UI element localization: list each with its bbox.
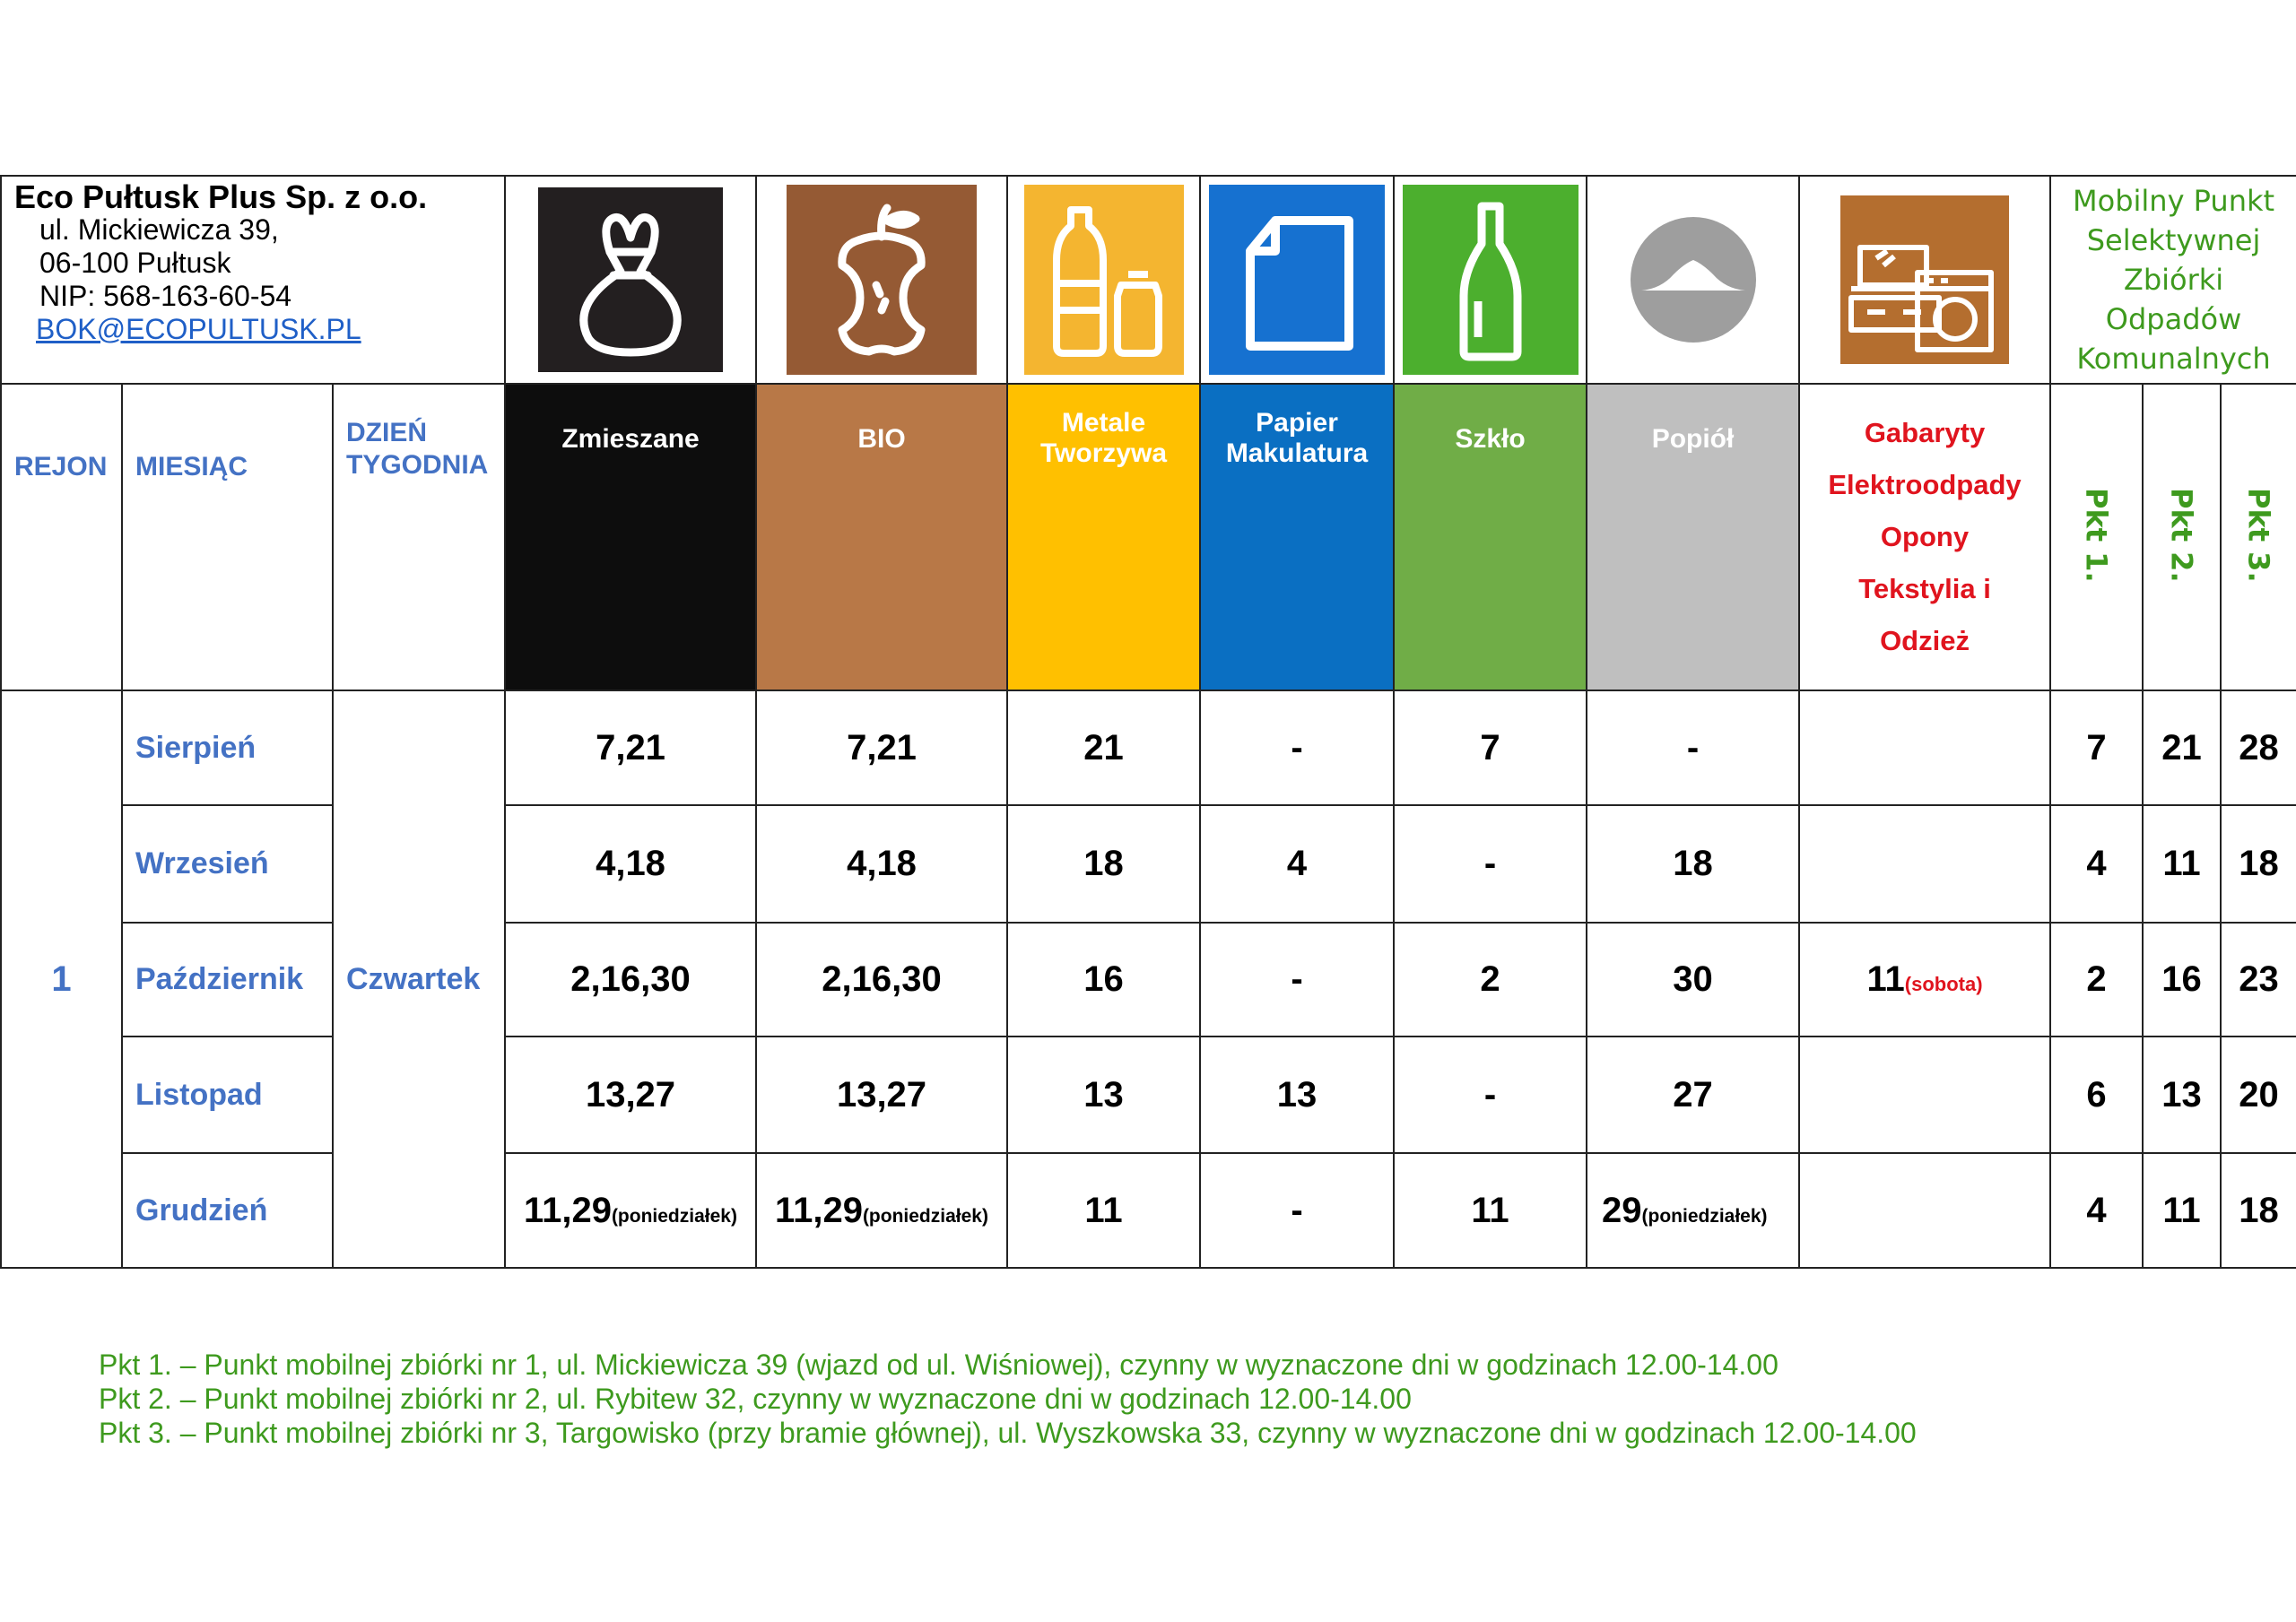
pkt1-cell: 7: [2050, 690, 2143, 805]
month-cell: Listopad: [122, 1037, 333, 1153]
header-dzien-line: DZIEŃ: [346, 418, 427, 447]
header-pkt3-label: Pkt 3.: [2241, 487, 2276, 583]
ash-pile-icon: [1629, 215, 1758, 344]
header-pkt2: [2143, 384, 2221, 690]
header-pkt1: [2050, 384, 2143, 690]
header-metale-label: Tworzywa: [1039, 438, 1168, 468]
header-zmieszane: [505, 384, 756, 690]
company-nip: NIP: 568-163-60-54: [39, 280, 292, 312]
header-gabaryty-line: Elektroodpady: [1828, 469, 2022, 500]
gabaryty-cell: [1799, 1037, 2050, 1153]
bio-cell: 4,18: [756, 805, 1007, 923]
pkt3-cell: 18: [2221, 1153, 2296, 1268]
metale-cell: 18: [1007, 805, 1200, 923]
pkt2-cell: 13: [2143, 1037, 2221, 1153]
header-rejon: REJON: [1, 384, 122, 690]
company-email-link[interactable]: BOK@ECOPULTUSK.PL: [36, 313, 361, 345]
header-papier: [1200, 384, 1394, 690]
popiol-cell: -: [1587, 690, 1799, 805]
szklo-cell: 11: [1394, 1153, 1587, 1268]
month-cell: Październik: [122, 923, 333, 1037]
header-pkt3: [2221, 384, 2296, 690]
pkt1-cell: 2: [2050, 923, 2143, 1037]
month-cell: Wrzesień: [122, 805, 333, 923]
popiol-cell: [1587, 1153, 1799, 1268]
szklo-cell: -: [1394, 805, 1587, 923]
trash-bag-icon: [538, 187, 723, 372]
zmieszane-icon-cell: [505, 176, 756, 384]
gabaryty-icon-cell: [1799, 176, 2050, 384]
header-popiol-label: Popiół: [1651, 424, 1735, 454]
zmieszane-cell: 7,21: [505, 690, 756, 805]
note-line: Pkt 1. – Punkt mobilnej zbiórki nr 1, ul. Mickiewicza 39 (wjazd od ul. Wiśniowej), czynny w wyznaczone dni w godzinach 12.00-14.00: [99, 1349, 1779, 1381]
paper-sheet-icon: [1209, 185, 1385, 375]
papier-cell: -: [1200, 923, 1394, 1037]
mobile-point-line: Selektywnej: [2086, 223, 2261, 257]
bio-cell: 2,16,30: [756, 923, 1007, 1037]
mobile-point-line: Zbiórki: [2123, 263, 2224, 297]
company-name: Eco Pułtusk Plus Sp. z o.o.: [14, 178, 428, 215]
mobile-point-title: [2050, 176, 2296, 384]
collection-schedule-table: [0, 175, 2296, 1269]
papier-cell: 4: [1200, 805, 1394, 923]
pkt3-cell: 23: [2221, 923, 2296, 1037]
zmieszane-cell: [505, 1153, 756, 1268]
note-line: Pkt 2. – Punkt mobilnej zbiórki nr 2, ul. Rybitew 32, czynny w wyznaczone dni w godzinach 12.00-14.00: [99, 1383, 1412, 1415]
pkt3-cell: 20: [2221, 1037, 2296, 1153]
pkt2-cell: 16: [2143, 923, 2221, 1037]
zmieszane-cell: 13,27: [505, 1037, 756, 1153]
bio-cell: 13,27: [756, 1037, 1007, 1153]
apple-core-icon: [787, 185, 977, 375]
papier-cell: -: [1200, 690, 1394, 805]
header-popiol: [1587, 384, 1799, 690]
header-gabaryty: [1799, 384, 2050, 690]
pkt2-cell: 11: [2143, 805, 2221, 923]
plastic-bottle-can-icon: [1024, 185, 1184, 375]
header-gabaryty-line: Opony: [1880, 521, 1970, 552]
popiol-note: (poniedziałek): [1641, 1205, 1768, 1227]
szklo-cell: 7: [1394, 690, 1587, 805]
header-papier-label: Papier: [1256, 408, 1338, 438]
metale-cell: 13: [1007, 1037, 1200, 1153]
gabaryty-date: 11: [1866, 959, 1905, 999]
popiol-icon-cell: [1587, 176, 1799, 384]
pickup-point-notes: [99, 1348, 1917, 1450]
mobile-point-line: Komunalnych: [2076, 342, 2271, 376]
pkt1-cell: 6: [2050, 1037, 2143, 1153]
szklo-icon-cell: [1394, 176, 1587, 384]
bio-cell: [756, 1153, 1007, 1268]
header-pkt1-label: Pkt 1.: [2079, 487, 2114, 583]
szklo-cell: 2: [1394, 923, 1587, 1037]
header-zmieszane-label: Zmieszane: [561, 424, 700, 454]
table-row: [1, 690, 2296, 805]
day-of-week-cell: Czwartek: [333, 690, 505, 1268]
header-metale: [1007, 384, 1200, 690]
zmieszane-cell: 4,18: [505, 805, 756, 923]
bio-icon-cell: [756, 176, 1007, 384]
company-street: ul. Mickiewicza 39,: [39, 213, 279, 246]
header-dzien-tygodnia: [333, 384, 505, 690]
popiol-date: 29: [1602, 1190, 1642, 1230]
pkt1-cell: 4: [2050, 1153, 2143, 1268]
gabaryty-cell: [1799, 690, 2050, 805]
pkt2-cell: 11: [2143, 1153, 2221, 1268]
metale-icon-cell: [1007, 176, 1200, 384]
company-city: 06-100 Pułtusk: [39, 247, 231, 279]
zmieszane-date: 11,29: [524, 1190, 612, 1230]
furniture-washing-machine-icon: [1840, 195, 2009, 364]
papier-icon-cell: [1200, 176, 1394, 384]
papier-cell: -: [1200, 1153, 1394, 1268]
month-cell: Grudzień: [122, 1153, 333, 1268]
glass-bottle-icon: [1403, 185, 1578, 375]
company-info: [1, 176, 505, 384]
header-szklo: [1394, 384, 1587, 690]
header-gabaryty-line: Gabaryty: [1864, 417, 1986, 448]
header-gabaryty-line: Tekstylia i: [1858, 573, 1991, 604]
bio-date: 11,29: [775, 1190, 863, 1230]
pkt2-cell: 21: [2143, 690, 2221, 805]
gabaryty-cell: [1799, 805, 2050, 923]
header-dzien-line: TYGODNIA: [346, 450, 489, 480]
header-papier-label: Makulatura: [1225, 438, 1369, 468]
pkt1-cell: 4: [2050, 805, 2143, 923]
mobile-point-line: Mobilny Punkt: [2073, 184, 2275, 218]
metale-cell: 11: [1007, 1153, 1200, 1268]
papier-cell: 13: [1200, 1037, 1394, 1153]
popiol-cell: 18: [1587, 805, 1799, 923]
zmieszane-note: (poniedziałek): [611, 1205, 737, 1227]
gabaryty-note: (sobota): [1904, 973, 1983, 995]
header-bio: [756, 384, 1007, 690]
popiol-cell: 30: [1587, 923, 1799, 1037]
gabaryty-cell: [1799, 1153, 2050, 1268]
bio-cell: 7,21: [756, 690, 1007, 805]
header-bio-label: BIO: [857, 424, 906, 454]
header-gabaryty-line: Odzież: [1880, 625, 1970, 656]
metale-cell: 21: [1007, 690, 1200, 805]
header-miesiac: MIESIĄC: [122, 384, 333, 690]
month-cell: Sierpień: [122, 690, 333, 805]
bio-note: (poniedziałek): [862, 1205, 988, 1227]
zmieszane-cell: 2,16,30: [505, 923, 756, 1037]
header-pkt2-label: Pkt 2.: [2164, 487, 2199, 583]
pkt3-cell: 18: [2221, 805, 2296, 923]
rejon-cell: 1: [1, 690, 122, 1268]
header-metale-label: Metale: [1061, 408, 1146, 438]
metale-cell: 16: [1007, 923, 1200, 1037]
pkt3-cell: 28: [2221, 690, 2296, 805]
header-szklo-label: Szkło: [1455, 424, 1526, 454]
szklo-cell: -: [1394, 1037, 1587, 1153]
note-line: Pkt 3. – Punkt mobilnej zbiórki nr 3, Targowisko (przy bramie głównej), ul. Wyszkowska 33, czynny w wyznaczone dni w godzinach 12.00-14.00: [99, 1417, 1917, 1449]
mobile-point-line: Odpadów: [2105, 302, 2242, 336]
gabaryty-cell: [1799, 923, 2050, 1037]
popiol-cell: 27: [1587, 1037, 1799, 1153]
